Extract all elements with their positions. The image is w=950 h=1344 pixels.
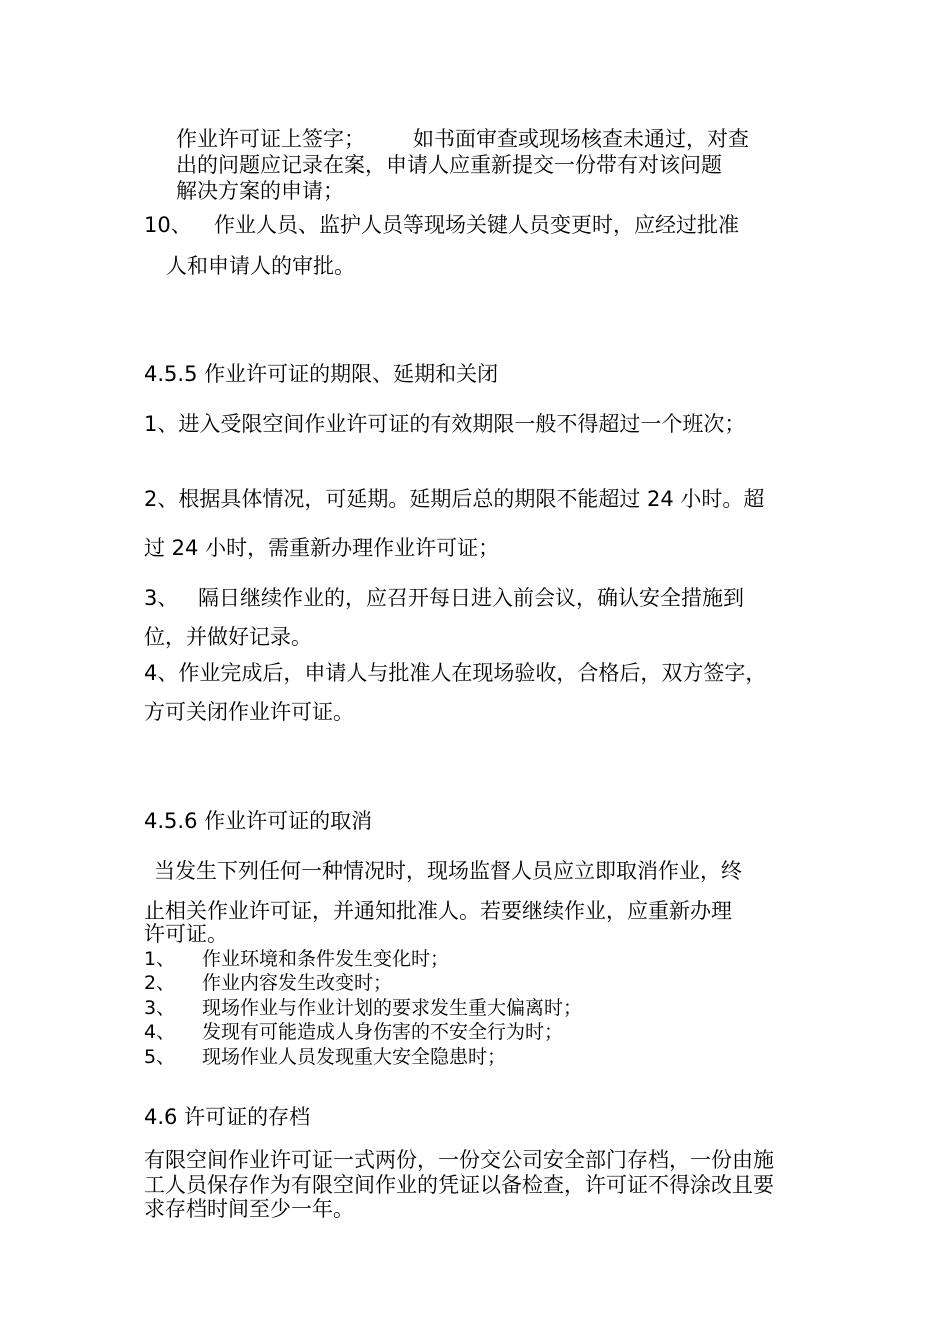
section-455-heading: 4.5.5 作业许可证的期限、延期和关闭	[144, 362, 499, 386]
cancel-list-item	[144, 1045, 506, 1069]
section-455-para-2b: 过 24 小时，需重新办理作业许可证；	[144, 536, 500, 560]
section-456-intro-a: 当发生下列任何一种情况时，现场监督人员应立即取消作业，终	[154, 859, 742, 883]
top-item-line-3: 解决方案的申请；	[176, 179, 344, 203]
section-456-heading: 4.5.6 作业许可证的取消	[144, 809, 373, 833]
section-456-intro-c: 许可证。	[144, 922, 228, 946]
section-46-line-3: 求存档时间至少一年。	[144, 1197, 354, 1221]
section-46-line-1: 有限空间作业许可证一式两份，一份交公司安全部门存档，一份由施	[144, 1148, 774, 1172]
item-10-number: 10、	[144, 213, 192, 237]
cancel-list-item-text: 作业内容发生改变时；	[202, 972, 393, 994]
cancel-list-item	[144, 1020, 563, 1044]
section-455-para-3-number: 3、	[144, 586, 179, 610]
item-10-line-1	[144, 212, 739, 238]
cancel-list-item-text: 发现有可能造成人身伤害的不安全行为时；	[202, 1021, 564, 1043]
cancel-list-item	[144, 947, 449, 971]
cancel-list-item-number: 2、	[144, 972, 176, 994]
top-item-line-1b: 如书面审查或现场核查未通过，对查	[413, 127, 749, 151]
item-10-line-2: 人和申请人的审批。	[166, 254, 355, 278]
section-46-line-2: 工人员保存作为有限空间作业的凭证以备检查，许可证不得涂改且要	[144, 1173, 774, 1197]
section-455-para-3-text: 隔日继续作业的，应召开每日进入前会议，确认安全措施到	[198, 586, 744, 610]
top-item-line-1a: 作业许可证上签字；	[176, 127, 365, 151]
section-455-para-2a: 2、根据具体情况，可延期。延期后总的期限不能超过 24 小时。超	[144, 487, 765, 511]
section-456-intro-b: 止相关作业许可证，并通知批准人。若要继续作业，应重新办理	[144, 899, 732, 923]
section-455-para-3b: 位，并做好记录。	[144, 625, 312, 649]
item-10-text-1: 作业人员、监护人员等现场关键人员变更时，应经过批准	[214, 213, 739, 237]
cancel-list-item	[144, 996, 582, 1020]
cancel-list-item-text: 作业环境和条件发生变化时；	[202, 948, 450, 970]
section-455-para-4a: 4、作业完成后，申请人与批准人在现场验收，合格后，双方签字，	[144, 661, 767, 685]
cancel-list-item-number: 4、	[144, 1021, 176, 1043]
top-item-line-2: 出的问题应记录在案，申请人应重新提交一份带有对该问题	[176, 153, 722, 177]
cancel-list-item-number: 1、	[144, 948, 176, 970]
cancel-list-item	[144, 971, 392, 995]
section-455-para-3a	[144, 585, 744, 611]
cancel-list-item-number: 5、	[144, 1046, 176, 1068]
section-455-para-4b: 方可关闭作业许可证。	[144, 700, 354, 724]
section-46-heading: 4.6 许可证的存档	[144, 1105, 311, 1129]
section-455-para-1: 1、进入受限空间作业许可证的有效期限一般不得超过一个班次；	[144, 412, 746, 436]
cancel-list-item-number: 3、	[144, 997, 176, 1019]
cancel-list-item-text: 现场作业与作业计划的要求发生重大偏离时；	[202, 997, 583, 1019]
cancel-list-item-text: 现场作业人员发现重大安全隐患时；	[202, 1046, 507, 1068]
top-item-line-1	[176, 126, 749, 152]
